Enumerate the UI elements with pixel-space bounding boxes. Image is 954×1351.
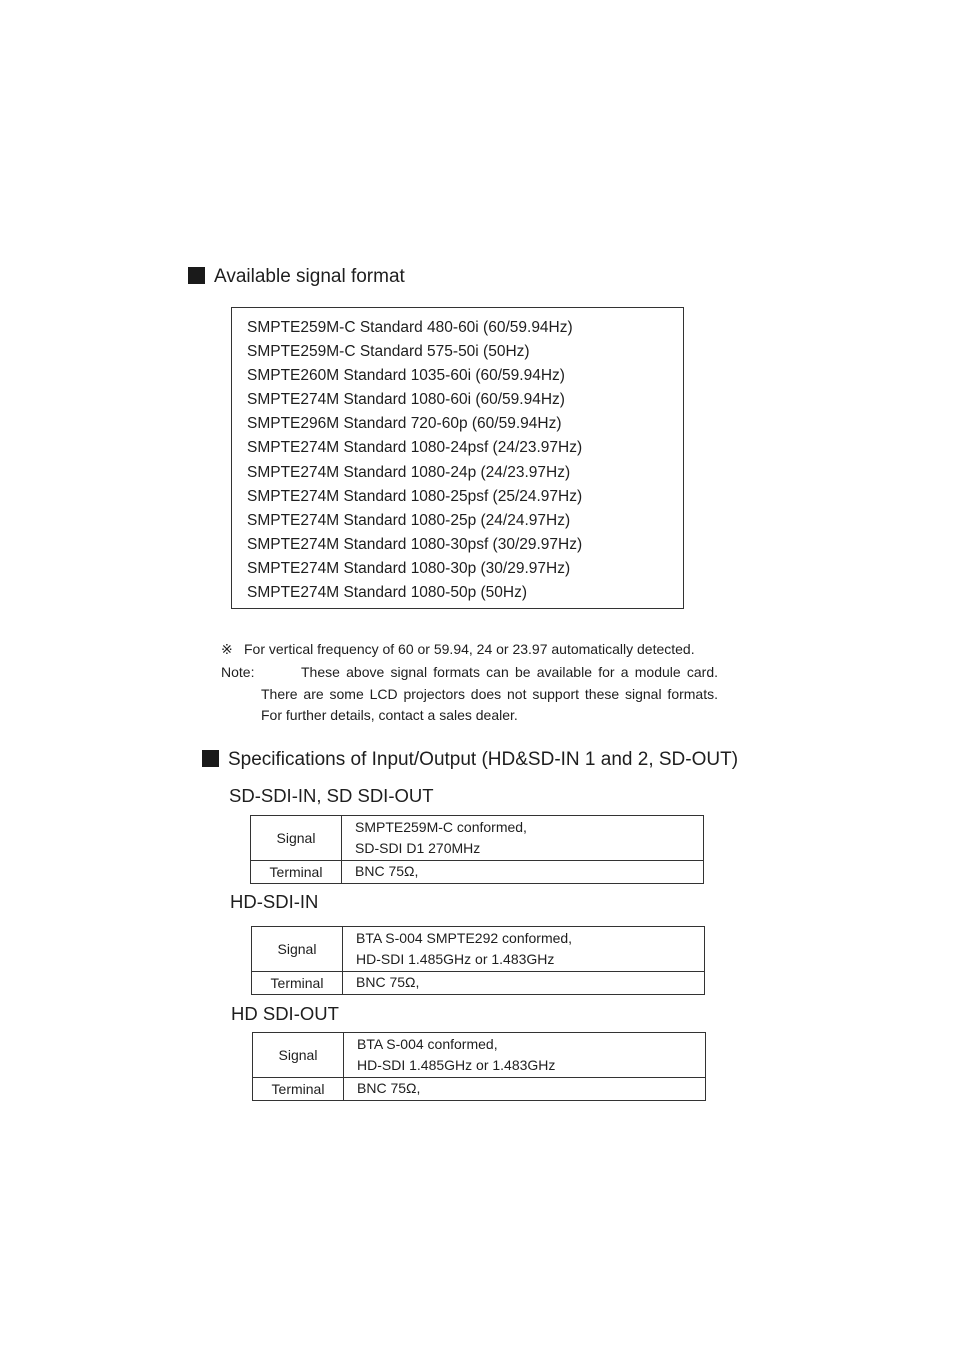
terminal-label: Terminal	[251, 861, 342, 884]
format-item: SMPTE274M Standard 1080-24p (24/23.97Hz)	[247, 463, 571, 481]
signal-value	[342, 816, 704, 861]
signal-value	[343, 927, 705, 972]
format-item: SMPTE259M-C Standard 575-50i (50Hz)	[247, 343, 530, 361]
table-title: SD-SDI-IN, SD SDI-OUT	[229, 785, 434, 806]
table-row	[252, 972, 705, 995]
signal-value-line: HD-SDI 1.485GHz or 1.483GHz	[356, 951, 555, 967]
table-row	[251, 861, 704, 884]
spec-table-hd-sdi-in	[251, 926, 705, 995]
terminal-label: Terminal	[253, 1078, 344, 1101]
footnote-mark: ※	[221, 641, 233, 657]
signal-value-line: HD-SDI 1.485GHz or 1.483GHz	[357, 1057, 556, 1073]
table-row	[252, 927, 705, 972]
spec-table-sd-sdi	[250, 815, 704, 884]
format-item: SMPTE274M Standard 1080-50p (50Hz)	[247, 584, 528, 602]
signal-label: Signal	[253, 1033, 344, 1078]
terminal-value: BNC 75Ω,	[342, 861, 704, 884]
format-item: SMPTE274M Standard 1080-25psf (25/24.97Hz)	[247, 487, 583, 505]
format-item: SMPTE274M Standard 1080-25p (24/24.97Hz)	[247, 511, 571, 529]
signal-format-box	[231, 307, 684, 609]
section-heading-text: Available signal format	[214, 266, 405, 287]
format-item: SMPTE274M Standard 1080-60i (60/59.94Hz)	[247, 391, 565, 409]
signal-label: Signal	[252, 927, 343, 972]
section-heading-specifications	[202, 749, 738, 771]
table-row	[253, 1033, 706, 1078]
table-row	[251, 816, 704, 861]
terminal-label: Terminal	[252, 972, 343, 995]
signal-format-list	[247, 316, 582, 605]
signal-value-line: BTA S-004 SMPTE292 conformed,	[356, 929, 573, 946]
note-body: These above signal formats can be available for a module card. There are some LCD projectors does not support these signal formats. For further details, contact a sales dealer.	[261, 664, 718, 723]
spec-table-hd-sdi-out	[252, 1032, 706, 1101]
format-item: SMPTE259M-C Standard 480-60i (60/59.94Hz)	[247, 319, 573, 336]
format-item: SMPTE274M Standard 1080-30psf (30/29.97Hz)	[247, 535, 583, 553]
terminal-value: BNC 75Ω,	[343, 972, 705, 995]
format-item: SMPTE296M Standard 720-60p (60/59.94Hz)	[247, 415, 562, 433]
format-item: SMPTE274M Standard 1080-24psf (24/23.97Hz)	[247, 439, 583, 457]
format-item: SMPTE274M Standard 1080-30p (30/29.97Hz)	[247, 559, 571, 577]
black-square-icon	[202, 750, 219, 767]
signal-value-line: SD-SDI D1 270MHz	[355, 840, 481, 856]
signal-value	[344, 1033, 706, 1078]
section-heading-signal-format	[188, 266, 405, 288]
signal-value-line: SMPTE259M-C conformed,	[355, 818, 527, 835]
black-square-icon	[188, 267, 205, 284]
table-row	[253, 1078, 706, 1101]
terminal-value: BNC 75Ω,	[344, 1078, 706, 1101]
table-title: HD SDI-OUT	[231, 1003, 339, 1024]
format-item: SMPTE260M Standard 1035-60i (60/59.94Hz)	[247, 367, 565, 385]
note-label: Note:	[221, 664, 255, 680]
signal-value-line: BTA S-004 conformed,	[357, 1035, 498, 1052]
footnote-text: For vertical frequency of 60 or 59.94, 24 or 23.97 automatically detected.	[244, 641, 695, 657]
section-heading-text: Specifications of Input/Output (HD&SD-IN 1 and 2, SD-OUT)	[228, 749, 739, 770]
table-title: HD-SDI-IN	[230, 891, 319, 912]
note-text-block	[221, 662, 718, 727]
signal-label: Signal	[251, 816, 342, 861]
footnote	[221, 639, 695, 661]
